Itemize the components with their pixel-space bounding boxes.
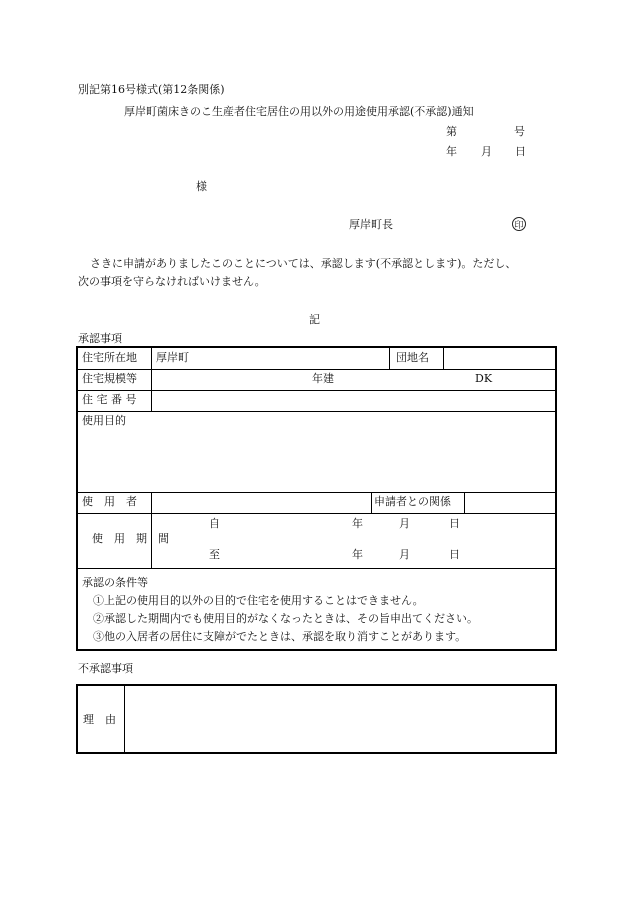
period-label: 使 用 期 間 [92,532,169,545]
to-month: 月 [399,548,410,561]
date-day: 日 [515,145,526,158]
approval-heading: 承認事項 [78,332,122,345]
number-suffix: 号 [514,125,525,138]
body-line-1: さきに申請がありましたこのことについては、承認します(不承認とします)。ただし、 [90,257,517,270]
from-month: 月 [399,517,410,530]
ki-mark: 記 [309,313,320,326]
body-line-2: 次の事項を守らなければいけません。 [78,275,266,288]
complex-label: 団地名 [396,351,429,364]
seal-mark: 印 [512,217,526,231]
address-label: 住宅所在地 [82,351,137,364]
from-year: 年 [352,517,363,530]
user-label: 使 用 者 [82,495,137,508]
issuer-name: 厚岸町長 [349,218,393,231]
from-label: 自 [209,517,220,530]
document-title: 厚岸町菌床きのこ生産者住宅居住の用以外の用途使用承認(不承認)通知 [124,105,474,118]
scale-label: 住宅規模等 [82,372,137,385]
to-label: 至 [209,548,220,561]
condition-3: ③他の入居者の居住に支障がでたときは、承認を取り消すことがあります。 [93,630,467,643]
from-day: 日 [449,517,460,530]
reason-label: 理 由 [83,713,116,726]
built-label: 年建 [312,372,334,385]
addressee-honorific: 様 [196,180,207,193]
condition-2: ②承認した期間内でも使用目的がなくなったときは、その旨申出てください。 [93,612,478,625]
house-number-label: 住 宅 番 号 [82,393,137,406]
address-value: 厚岸町 [156,351,189,364]
date-month: 月 [481,145,492,158]
dk-label: DK [475,372,493,385]
to-day: 日 [449,548,460,561]
conditions-heading: 承認の条件等 [82,576,148,589]
date-year: 年 [446,145,457,158]
to-year: 年 [352,548,363,561]
purpose-label: 使用目的 [82,414,126,427]
form-number: 別記第16号様式(第12条関係) [78,83,225,96]
disapproval-heading: 不承認事項 [78,662,133,675]
condition-1: ①上記の使用目的以外の目的で住宅を使用することはできません。 [93,594,424,607]
number-prefix: 第 [446,125,457,138]
relation-label: 申請者との関係 [374,495,451,508]
disapproval-table [76,684,557,754]
